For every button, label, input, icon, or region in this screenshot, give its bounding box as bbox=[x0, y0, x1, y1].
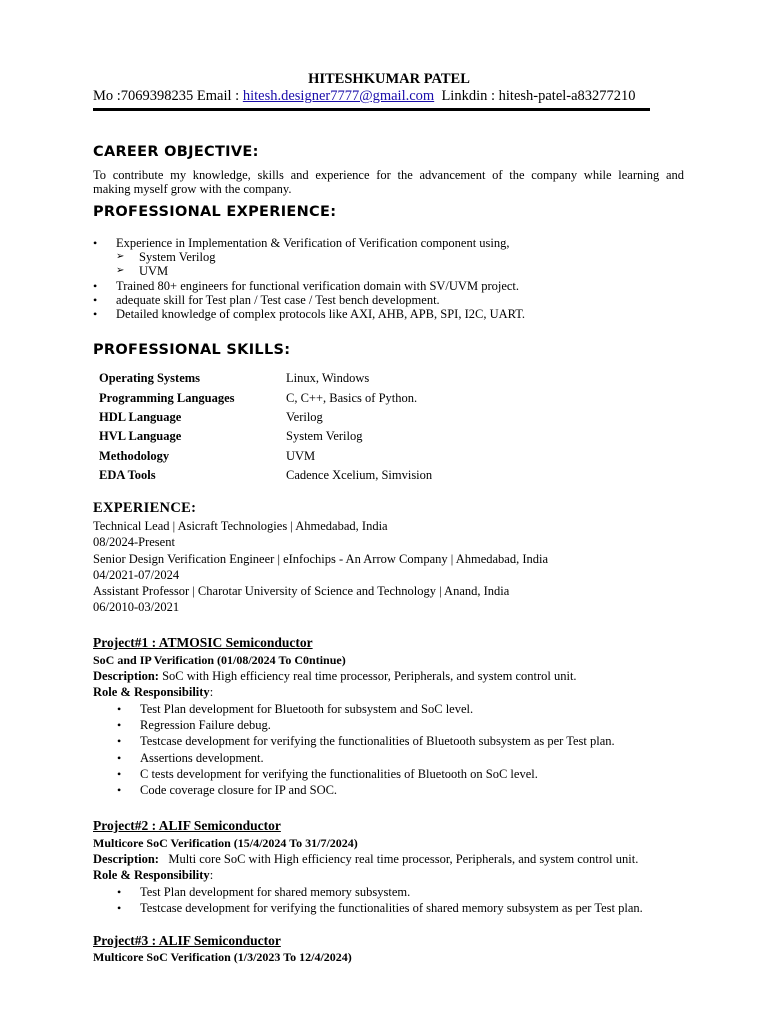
list-item: • Test Plan development for shared memory subsystem. bbox=[117, 885, 411, 899]
project-role-heading: Role & Responsibility: bbox=[93, 685, 214, 699]
experience-line: Technical Lead | Asicraft Technologies | Ahmedabad, India bbox=[93, 519, 388, 533]
project-title: Project#3 : ALIF Semiconductor bbox=[93, 933, 281, 948]
project-description: Description: SoC with High efficiency real time processor, Peripherals, and system control unit. bbox=[93, 669, 577, 683]
experience-line: Senior Design Verification Engineer | eInfochips - An Arrow Company | Ahmedabad, India bbox=[93, 552, 549, 566]
list-item: • Detailed knowledge of complex protocols like AXI, AHB, APB, SPI, I2C, UART. bbox=[93, 307, 526, 322]
table-row: Operating Systems Linux, Windows bbox=[99, 371, 370, 386]
project-subtitle: Multicore SoC Verification (1/3/2023 To 12/4/2024) bbox=[93, 950, 352, 964]
list-item: • Code coverage closure for IP and SOC. bbox=[117, 783, 338, 798]
linkedin-handle: Linkdin : hitesh-patel-a83277210 bbox=[441, 88, 636, 104]
list-item: ➢ UVM bbox=[116, 264, 169, 279]
email-label: Email : bbox=[196, 88, 240, 104]
table-row: Programming Languages C, C++, Basics of Python. bbox=[99, 390, 418, 405]
professional-skills-heading: PROFESSIONAL SKILLS: bbox=[93, 342, 291, 358]
list-item: • adequate skill for Test plan / Test case / Test bench development. bbox=[93, 292, 440, 307]
list-item: • Test Plan development for Bluetooth for subsystem and SoC level. bbox=[117, 702, 474, 716]
experience-line: Assistant Professor | Charotar University of Science and Technology | Anand, India bbox=[93, 584, 510, 598]
objective-line-1: To contribute my knowledge, skills and experience for the advancement of the company while learning and bbox=[93, 168, 684, 182]
table-row: EDA Tools Cadence Xcelium, Simvision bbox=[99, 468, 433, 483]
project-role-list bbox=[117, 701, 615, 798]
header-divider bbox=[93, 108, 650, 111]
professional-experience-list bbox=[93, 236, 525, 321]
professional-experience-heading: PROFESSIONAL EXPERIENCE: bbox=[93, 204, 337, 220]
project-role-list bbox=[117, 884, 643, 916]
email-link[interactable]: hitesh.designer7777@gmail.com bbox=[242, 88, 435, 104]
table-row: Methodology UVM bbox=[99, 448, 316, 463]
candidate-name: HITESHKUMAR PATEL bbox=[308, 71, 470, 87]
career-objective-heading: CAREER OBJECTIVE: bbox=[93, 144, 259, 160]
list-item: • Testcase development for verifying the functionalities of shared memory subsystem as per Test plan. bbox=[117, 901, 643, 916]
table-row: HDL Language Verilog bbox=[99, 409, 323, 424]
list-item: • Testcase development for verifying the functionalities of Bluetooth subsystem as per Test plan. bbox=[117, 734, 615, 749]
list-item: • Assertions development. bbox=[117, 750, 264, 765]
project-subtitle: SoC and IP Verification (01/08/2024 To C0ntinue) bbox=[93, 653, 346, 667]
contact-line bbox=[93, 88, 636, 105]
project-title: Project#1 : ATMOSIC Semiconductor bbox=[93, 635, 313, 650]
project-title: Project#2 : ALIF Semiconductor bbox=[93, 818, 281, 833]
project-role-heading: Role & Responsibility: bbox=[93, 868, 214, 882]
objective-line-2: making myself grow with the company. bbox=[93, 182, 292, 196]
list-item: ➢ System Verilog bbox=[116, 250, 216, 265]
arrow-bullet-icon: ➢ bbox=[116, 265, 125, 277]
project-description: Description: Multi core SoC with High efficiency real time processor, Peripherals, and system control unit. bbox=[93, 852, 639, 866]
list-item: • C tests development for verifying the functionalities of Bluetooth on SoC level. bbox=[117, 766, 538, 781]
list-item: • Regression Failure debug. bbox=[117, 718, 271, 733]
mobile-number: Mo :7069398235 bbox=[93, 88, 194, 104]
list-item: • Trained 80+ engineers for functional verification domain with SV/UVM project. bbox=[93, 278, 520, 293]
arrow-bullet-icon: ➢ bbox=[116, 251, 125, 263]
project-subtitle: Multicore SoC Verification (15/4/2024 To 31/7/2024) bbox=[93, 836, 358, 850]
skills-table bbox=[99, 369, 432, 485]
table-row: HVL Language System Verilog bbox=[99, 429, 363, 444]
experience-heading: EXPERIENCE: bbox=[93, 500, 197, 516]
experience-line: 06/2010-03/2021 bbox=[93, 600, 180, 614]
list-item: • Experience in Implementation & Verification of Verification component using, bbox=[93, 236, 510, 250]
experience-line: 08/2024-Present bbox=[93, 535, 175, 549]
experience-line: 04/2021-07/2024 bbox=[93, 568, 180, 582]
